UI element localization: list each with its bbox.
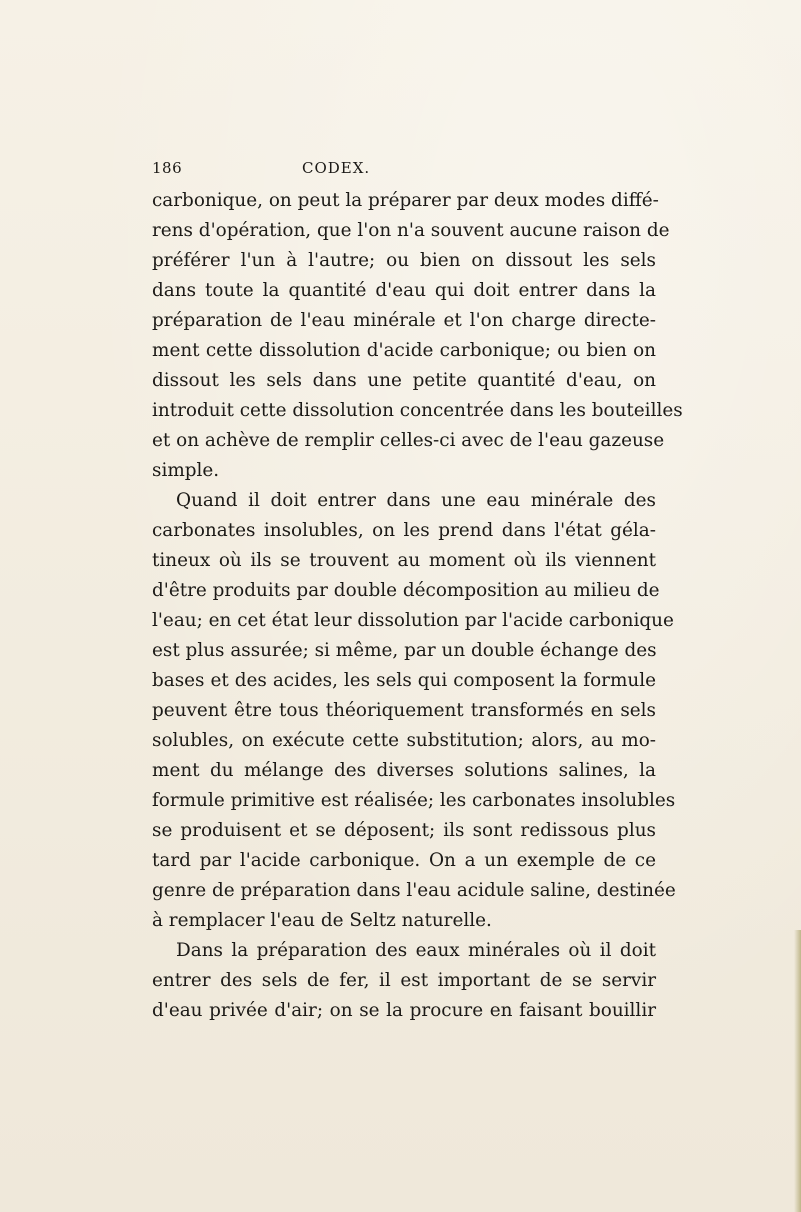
text-line: solubles, on exécute cette substitution; alors, au mo- [152, 730, 656, 751]
text-line-paragraph-end: simple. [152, 460, 220, 481]
text-line: formule primitive est réalisée; les carbonates insolubles [152, 790, 676, 811]
page-header [152, 159, 652, 181]
text-line: carbonates insolubles, on les prend dans l'état géla- [152, 520, 656, 541]
text-line: dans toute la quantité d'eau qui doit entrer dans la [152, 280, 656, 301]
page-edge-shadow [794, 930, 801, 1212]
text-line: préparation de l'eau minérale et l'on charge directe- [152, 310, 656, 331]
text-line: carbonique, on peut la préparer par deux modes diffé- [152, 190, 659, 211]
text-line: genre de préparation dans l'eau acidule saline, destinée [152, 880, 676, 901]
text-line: dissout les sels dans une petite quantité d'eau, on [152, 370, 656, 391]
text-line: l'eau; en cet état leur dissolution par l'acide carbonique [152, 610, 674, 631]
text-line-paragraph-end: à remplacer l'eau de Seltz naturelle. [152, 910, 492, 931]
body-text [152, 186, 683, 1026]
text-line: bases et des acides, les sels qui composent la formule [152, 670, 656, 691]
text-line-paragraph-start: Dans la préparation des eaux minérales où il doit [176, 940, 656, 961]
text-line: introduit cette dissolution concentrée dans les bouteilles [152, 400, 683, 421]
text-line: peuvent être tous théoriquement transformés en sels [152, 700, 656, 721]
running-title: CODEX. [302, 159, 371, 177]
text-line: tard par l'acide carbonique. On a un exemple de ce [152, 850, 656, 871]
text-line: préférer l'un à l'autre; ou bien on dissout les sels [152, 250, 656, 271]
text-line: rens d'opération, que l'on n'a souvent aucune raison de [152, 220, 670, 241]
text-line: d'être produits par double décomposition au milieu de [152, 580, 660, 601]
text-line: d'eau privée d'air; on se la procure en faisant bouillir [152, 1000, 656, 1021]
text-line: entrer des sels de fer, il est important de se servir [152, 970, 656, 991]
text-line: se produisent et se déposent; ils sont redissous plus [152, 820, 656, 841]
text-line: tineux où ils se trouvent au moment où ils viennent [152, 550, 656, 571]
text-line-paragraph-start: Quand il doit entrer dans une eau minérale des [176, 490, 656, 511]
text-line: et on achève de remplir celles-ci avec de l'eau gazeuse [152, 430, 665, 451]
page-number: 186 [152, 159, 183, 177]
text-line: est plus assurée; si même, par un double échange des [152, 640, 657, 661]
text-line: ment du mélange des diverses solutions salines, la [152, 760, 656, 781]
text-line: ment cette dissolution d'acide carbonique; ou bien on [152, 340, 656, 361]
